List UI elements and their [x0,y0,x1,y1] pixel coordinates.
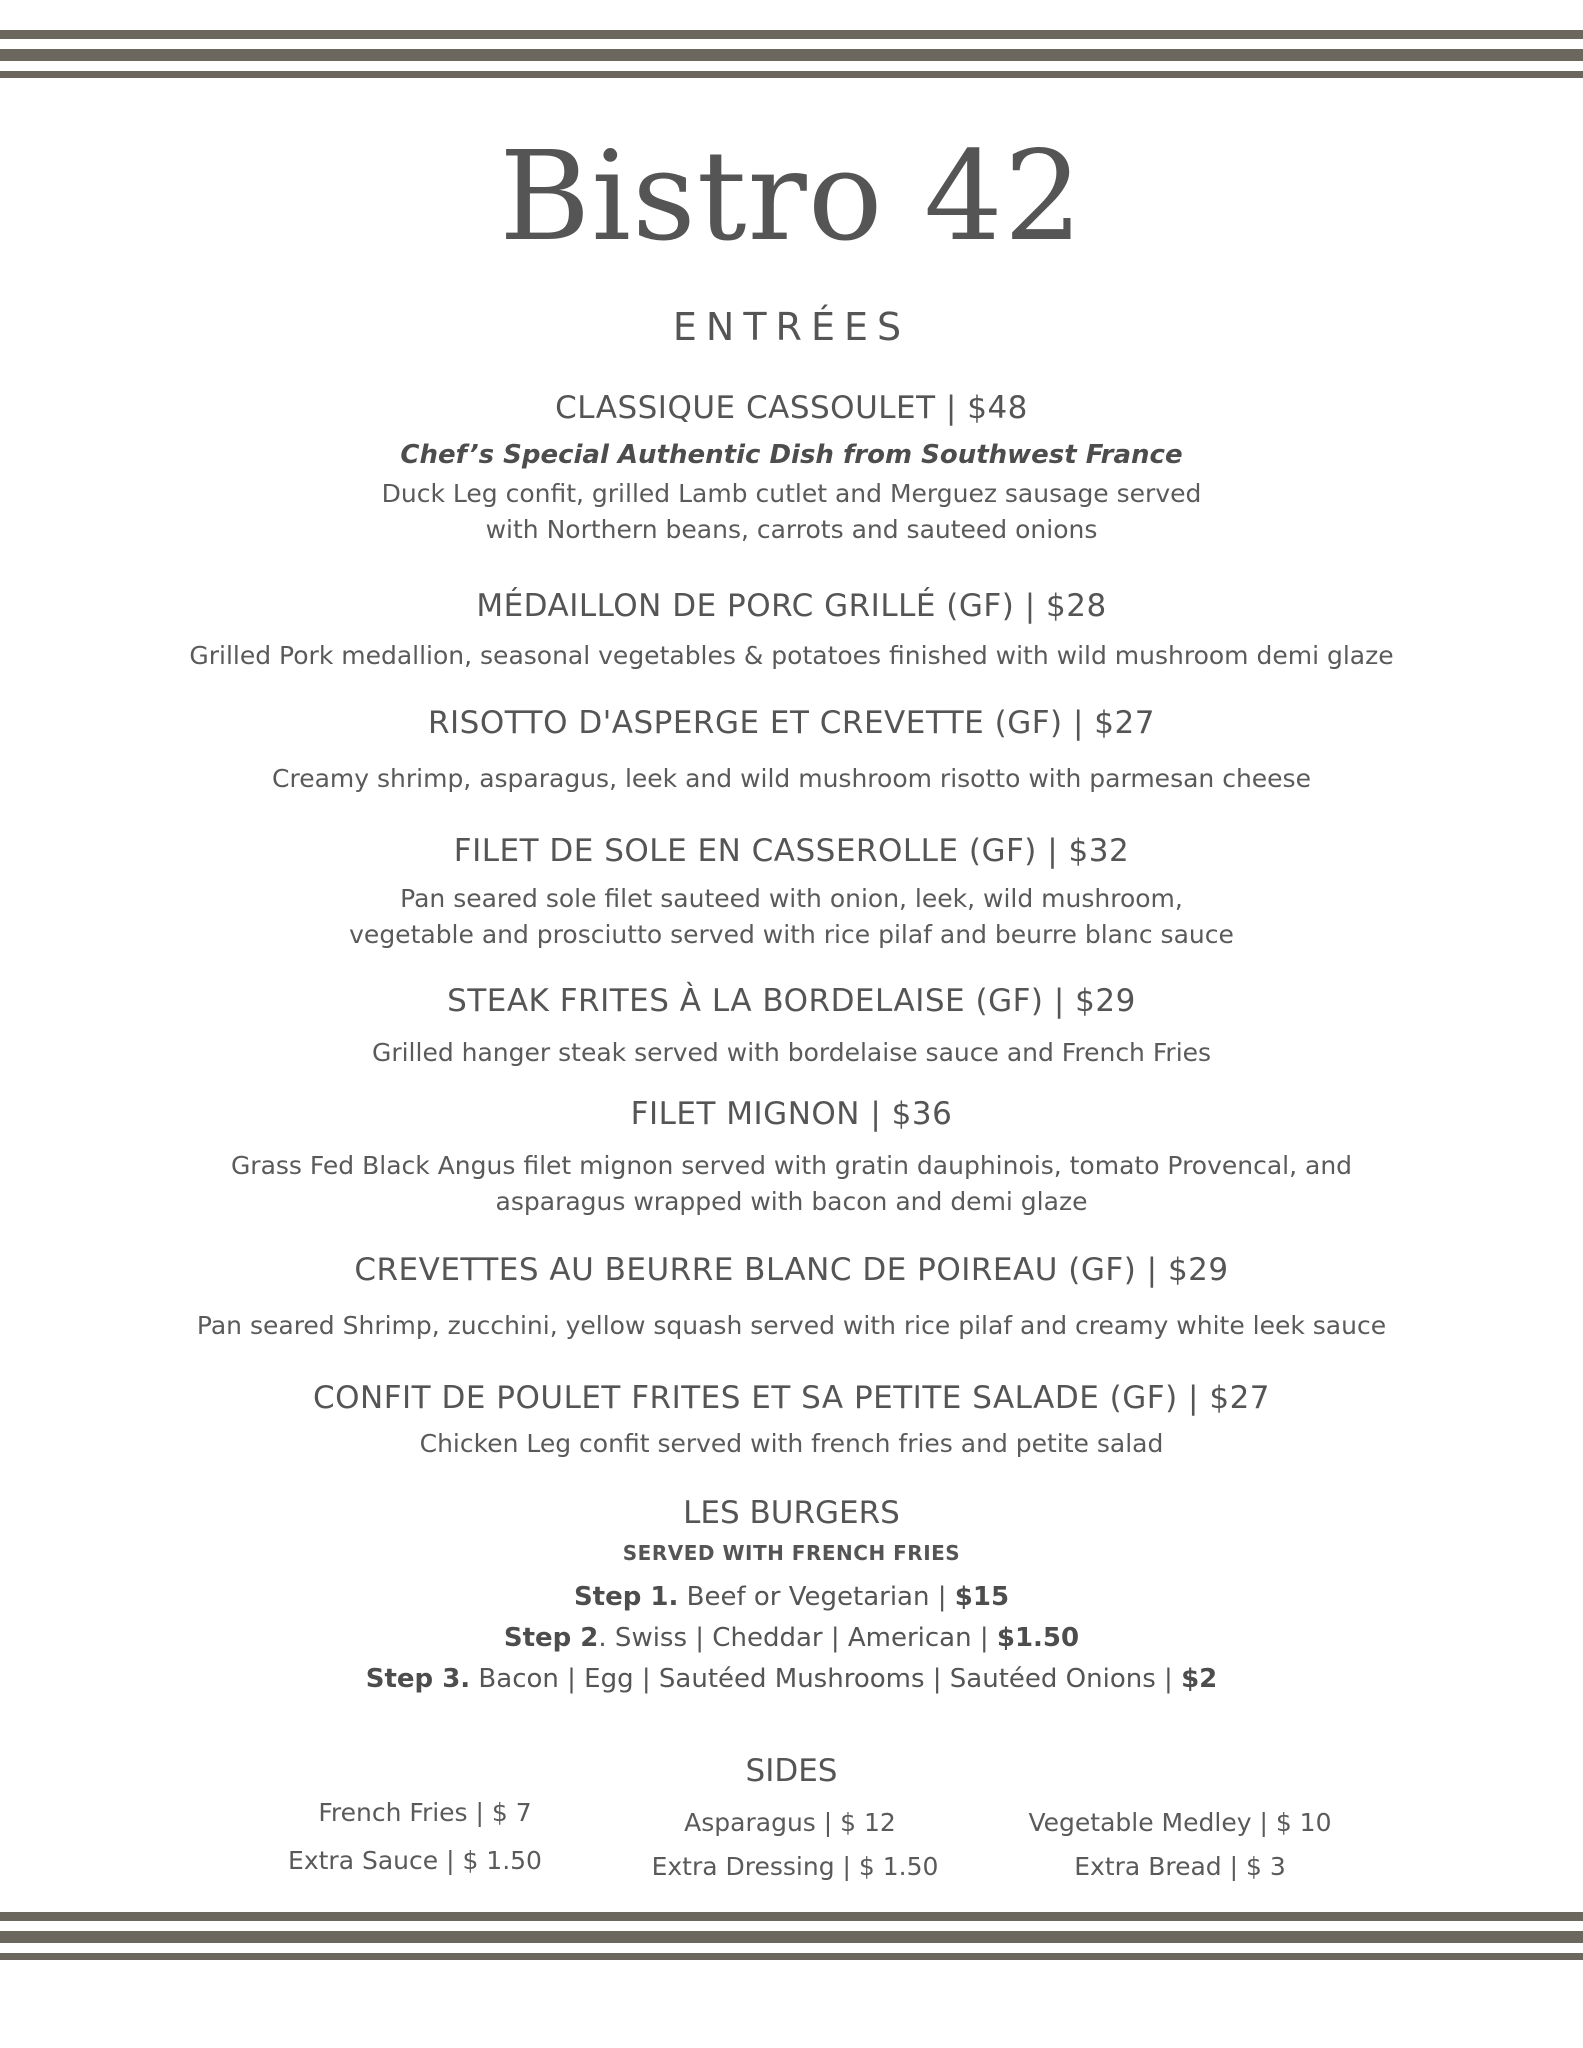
description-line: vegetable and prosciutto served with rice pilaf and beurre blanc sauce [349,920,1234,949]
stripe [0,30,1583,39]
item-description [0,1148,1583,1220]
menu-item [0,1252,1583,1344]
bottom-stripes [0,1912,1583,1960]
stripe [0,1931,1583,1943]
item-title: CLASSIQUE CASSOULET | $48 [555,390,1028,426]
description-line: Grilled hanger steak served with bordelaise sauce and French Fries [371,1038,1212,1067]
burger-step [0,1618,1583,1659]
stripe [0,1912,1583,1921]
sides-title: SIDES [745,1753,838,1789]
menu-item [0,1380,1583,1462]
menu-item [0,833,1583,953]
item-title: STEAK FRITES À LA BORDELAISE (GF) | $29 [447,983,1136,1019]
item-title: MÉDAILLON DE PORC GRILLÉ (GF) | $28 [476,588,1107,624]
item-title: FILET DE SOLE EN CASSEROLLE (GF) | $32 [453,833,1130,869]
menu-item [0,983,1583,1071]
section-title: ENTRÉES [672,305,911,349]
top-stripes [0,30,1583,78]
side-item: Extra Sauce | $ 1.50 [288,1846,542,1875]
description-line: Chicken Leg confit served with french fries and petite salad [419,1429,1164,1458]
side-item: Asparagus | $ 12 [684,1808,896,1837]
burger-step [0,1577,1583,1618]
step-label: Step 2 [503,1623,599,1653]
description-line: Grass Fed Black Angus filet mignon served with gratin dauphinois, tomato Provencal, and [230,1151,1353,1180]
step-label: Step 3. [365,1664,471,1694]
burger-steps [0,1577,1583,1700]
description-line: Grilled Pork medallion, seasonal vegetables & potatoes finished with wild mushroom demi glaze [189,641,1394,670]
description-line: Pan seared sole filet sauteed with onion, leek, wild mushroom, [400,884,1183,913]
burgers-section [0,1495,1583,1700]
description-line: Creamy shrimp, asparagus, leek and wild mushroom risotto with parmesan cheese [272,764,1311,793]
side-item: French Fries | $ 7 [318,1798,532,1827]
burgers-title: LES BURGERS [683,1495,900,1531]
item-description [0,1308,1583,1344]
step-price: $1.50 [996,1623,1080,1653]
menu-item [0,588,1583,674]
item-description [0,638,1583,674]
step-price: $2 [1181,1664,1218,1694]
step-label: Step 1. [573,1582,679,1612]
stripe [0,49,1583,61]
description-line: Duck Leg confit, grilled Lamb cutlet and Merguez sausage served [381,479,1202,508]
description-line: with Northern beans, carrots and sauteed onions [485,515,1098,544]
item-title: RISOTTO D'ASPERGE ET CREVETTE (GF) | $27 [428,705,1155,741]
item-description [0,476,1583,548]
step-text: Beef or Vegetarian | [678,1582,955,1612]
side-item: Extra Dressing | $ 1.50 [651,1852,939,1881]
description-line: asparagus wrapped with bacon and demi glaze [495,1187,1088,1216]
step-text: . Swiss | Cheddar | American | [598,1623,997,1653]
step-text: Bacon | Egg | Sautéed Mushrooms | Sautéed Onions | [470,1664,1182,1694]
menu-item [0,390,1583,548]
side-item: Vegetable Medley | $ 10 [1028,1808,1332,1837]
burgers-subtitle: SERVED WITH FRENCH FRIES [622,1541,961,1565]
stripe [0,1953,1583,1960]
item-special: Chef’s Special Authentic Dish from Southwest France [400,440,1183,470]
item-description [0,1426,1583,1462]
stripe [0,71,1583,78]
step-price: $15 [954,1582,1010,1612]
menu-item [0,1096,1583,1220]
item-description [0,1035,1583,1071]
item-title: CONFIT DE POULET FRITES ET SA PETITE SALADE (GF) | $27 [312,1380,1271,1416]
burger-step [0,1659,1583,1700]
item-title: FILET MIGNON | $36 [630,1096,953,1132]
menu-item [0,705,1583,797]
restaurant-name: Bistro 42 [499,125,1084,269]
item-title: CREVETTES AU BEURRE BLANC DE POIREAU (GF) | $29 [354,1252,1229,1288]
item-description [0,761,1583,797]
item-description [0,881,1583,953]
description-line: Pan seared Shrimp, zucchini, yellow squash served with rice pilaf and creamy white leek sauce [196,1311,1387,1340]
side-item: Extra Bread | $ 3 [1074,1852,1286,1881]
